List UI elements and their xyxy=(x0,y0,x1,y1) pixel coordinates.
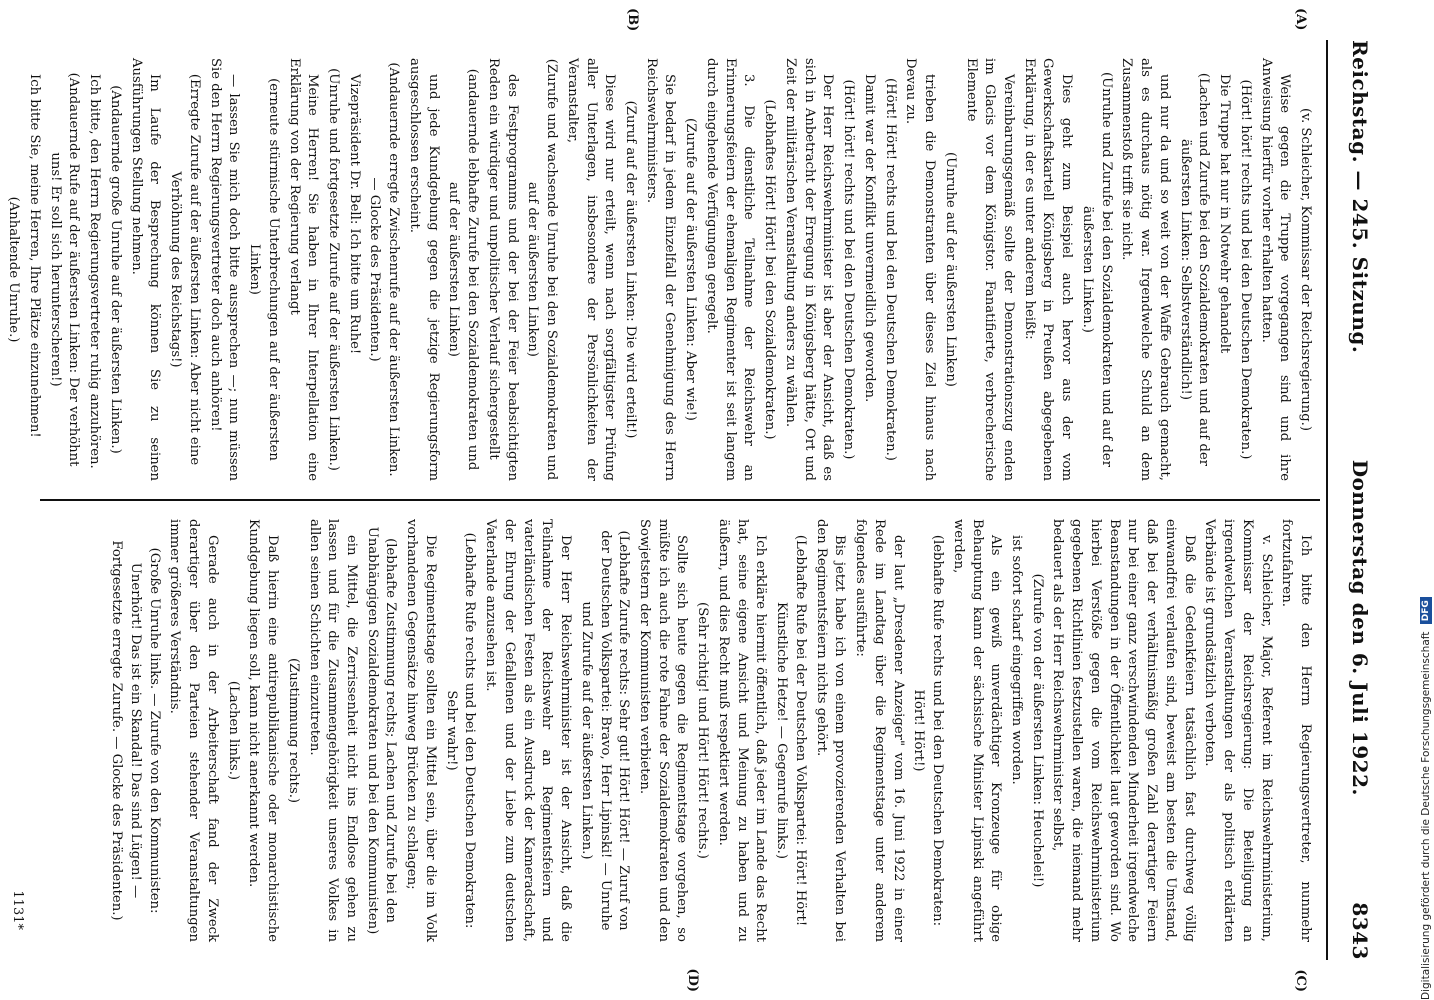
page-number: 8343 xyxy=(1348,902,1372,960)
left-column-paragraph: (Zurufe und wachsende Unruhe bei den Sozialdemokraten und auf der äußersten Linken) xyxy=(525,58,560,481)
dfg-logo: DFG xyxy=(1420,597,1432,624)
left-column-paragraph: (Lebhaftes Hört! Hört! bei den Sozialdemokraten.) xyxy=(762,99,778,440)
left-column-paragraph: des Festprogramms und der bei der Feier beabsichtigten Reden ein würdiger und unpolitischer Verlauf sichergestellt xyxy=(485,58,520,481)
right-column-paragraph: Die Regimentstage sollten ein Mittel sein, über die im Volk vorhandenen Gegensätze hinweg Brücken zu schlagen; xyxy=(404,519,438,942)
left-column-paragraph: (Andauernde erregte Zwischenrufe auf der äußersten Linken. — Glocke des Präsidenten.) xyxy=(367,62,402,477)
right-column-paragraph: (Sehr richtig! und Hört! Hört! rechts.) xyxy=(695,602,711,859)
left-column-paragraph: (Unruhe und Zurufe bei den Sozialdemokraten und auf der äußersten Linken.) xyxy=(1079,71,1114,468)
left-column-paragraph: Damit war der Konflikt unvermeidlich geworden. xyxy=(861,74,877,403)
left-column-paragraph: Die Truppe hat nur in Notwehr gehandelt xyxy=(1217,74,1233,354)
left-column-paragraph: Weise gegen die Truppe vorgegangen sind und ihre Anweisung hierfür vorher erhalten hatten. xyxy=(1258,58,1293,481)
right-column-paragraph: (Lebhafte Zurufe rechts: Sehr gut! Hört! Hört! — Zuruf von der Deutschen Volkspartei: Bravo, Herr Lipinski! — Unruhe und Zurufe auf der äußersten Linken.) xyxy=(578,530,632,931)
left-column-paragraph: Vereinbarungsgemäß sollte der Demonstrationszug enden im Glacis vor dem Königstor. Fanatifierte, verbrecherische Elemente xyxy=(963,58,1016,481)
left-column-paragraph: Diese wird nur erteilt, wenn nach sorgfältigster Prüfung aller Unterlagen, insbesondere der Persönlichkeiten der Veranstalter, xyxy=(564,58,618,481)
left-column-paragraph: (Erregte Zurufe auf der äußersten Linken: Aber nicht eine Verhöhnung des Reichstags!) xyxy=(168,73,202,466)
left-column-paragraph: (Zurufe auf der äußersten Linken: Aber wie!) xyxy=(683,118,699,421)
left-column-paragraph: (Hört! hört! rechts und bei den Deutschen Demokraten.) xyxy=(1237,79,1253,460)
margin-mark-b: (B) xyxy=(625,8,640,32)
digitization-text: Digitalisierung gefördert durch die Deutsche Forschungsgemeinschaft xyxy=(1420,631,1432,1000)
right-column-paragraph: (lebhafte Zustimmung rechts; Lachen und Zurufe bei den Unabhängigen Sozialdemokraten und bei den Kommunisten) xyxy=(364,526,399,935)
left-column-paragraph: (Hört! Hört! rechts und bei den Deutschen Demokraten.) xyxy=(882,78,898,461)
left-column-paragraph: (Unruhe auf der äußersten Linken) xyxy=(942,152,958,387)
right-column-paragraph: (Lebhafte Rufe rechts und bei den Deutschen Demokraten: Sehr wahr!) xyxy=(443,532,478,929)
right-column-paragraph: (Große Unruhe links. — Zurufe von den Kommunisten: Unerhört! Das ist ein Skandal! Das sind Lügen! — Fortgesetzte erregte Zurufe. — Glocke des Präsidenten.) xyxy=(109,540,162,921)
footer-signature: 1131* xyxy=(10,890,25,930)
left-column-paragraph: Der Herr Reichswehrminister ist aber der Ansicht, daß es sich in Anbetracht der Erregung in Königsberg hätte, Ort und Zeit der militärischen Veranstaltung anders zu wählen. xyxy=(782,58,836,481)
right-column-paragraph: Ich erkläre hiermit öffentlich, daß jeder im Lande das Recht hat, seine eigene Ansicht und Meinung zu haben und zu äußern, und dies Recht muß respektiert werden. xyxy=(715,519,769,942)
right-column-paragraph: ein Mittel, die Zerrissenheit nicht ins Endlose gehen zu lassen und für die Zusammengehörigkeit unseres Volkes in allen seinen Schichten einzutreten. xyxy=(306,519,360,942)
right-column-paragraph: Daß die Gedenkfeiern tatsächlich fast durchweg völlig einwandfrei verlaufen sind, beweist am besten die Umstand, daß bei der verhältnismäßig großen Zahl derartiger Feiern nur bei einer ganz verschwindenden Minderheit irgendwelche Beanstandungen in der Öffentlichkeit laut geworden sind. Wo hierbei Verstöße gegen die vom Reichswehrministerium gegebenen Richtlinien festzustellen waren, die niemand mehr bedauert als der Herr Reichswehrminister selbst, xyxy=(1050,519,1197,942)
right-column-paragraph: Ich bitte den Herrn Regierungsvertreter, nunmehr fortzufahren. xyxy=(1279,519,1313,942)
right-column-paragraph: (lebhafte Rufe rechts und bei den Deutschen Demokraten: Hört! Hört!) xyxy=(911,534,946,927)
left-column-paragraph: (Andauernde große Unruhe auf der äußersten Linken.) xyxy=(107,85,123,454)
left-column-paragraph: und nur da und so weit von der Waffe Gebrauch gemacht, als es durchaus nötig war. Irgendwelche Schuld an dem Zusammenstoß trifft sie nicht. xyxy=(1119,58,1172,481)
left-column-paragraph: (andauernde lebhafte Zurufe bei den Sozialdemokraten und auf der äußersten Linken) xyxy=(446,68,481,471)
margin-mark-a: (A) xyxy=(1293,8,1308,31)
left-column-paragraph: (v. Schleicher, Kommissar der Reichsregierung.) xyxy=(1298,107,1313,432)
right-column-paragraph: (Zustimmung rechts.) xyxy=(285,657,301,804)
left-column-paragraph: Dies geht zum Beispiel auch hervor aus der vom Gewerkschaftskartell Königsberg in Preußen abgegebenen Erklärung, in der es unter anderem heißt: xyxy=(1021,58,1075,481)
left-column-paragraph: Ich bitte Sie, meine Herren, Ihre Plätze einzunehmen! xyxy=(27,74,42,438)
right-column-paragraph: Der Herr Reichswehrminister ist der Ansicht, daß die Teilnahme der Reichswehr an Regimentsfeiern und vaterländischen Festen als ein Ausdruck der Kameradschaft, der Ehrung der Gefallenen und der Liebe zum deutschen Vaterlande anzusehen ist. xyxy=(483,519,574,942)
left-column-paragraph: (Unruhe und fortgesetzte Zurufe auf der äußersten Linken.) xyxy=(326,68,342,471)
left-column-paragraph: Meine Herren! Sie haben in Ihrer Interpellation eine Erklärung von der Regierung verlangt xyxy=(286,58,321,481)
left-column-paragraph: Ich bitte, den Herrn Regierungsvertreter ruhig anzuhören. xyxy=(87,74,103,469)
right-column-paragraph: (Lachen links.) xyxy=(225,680,241,781)
left-column-paragraph: Vizepräsident Dr. Bell: Ich bitte um Ruhe! xyxy=(346,74,362,355)
left-column-paragraph: trieben die Demonstranten über dieses Ziel hinaus nach Devau zu. xyxy=(903,58,938,481)
right-column-paragraph: Als ein gewiß unverdächtiger Kronzeuge für obige Behauptung kann der sächsische Minister Lipinski angeführt werden, xyxy=(950,519,1004,942)
left-column-paragraph: und jede Kundgebung gegen die jetzige Regierungsform ausgeschlossen erscheint. xyxy=(406,58,441,481)
left-column-paragraph: 3. Die dienstliche Teilnahme der Reichswehr an Erinnerungsfeiern der ehemaligen Regimenter ist seit langem durch eingehende Verfügungen geregelt. xyxy=(703,58,757,481)
left-column-paragraph: (Lachen und Zurufe bei den Sozialdemokraten und auf der äußersten Linken: Selbstverständlich!) xyxy=(1177,72,1212,467)
left-column xyxy=(6,40,1320,501)
left-column-paragraph: (Anhaltende Unruhe.) xyxy=(6,196,22,343)
left-column-paragraph: (erneute stürmische Unterbrechungen auf der äußersten Linken) xyxy=(247,78,281,461)
digitization-note xyxy=(1420,10,1432,1000)
margin-mark-d: (D) xyxy=(685,968,700,992)
margin-mark-c: (C) xyxy=(1293,969,1308,992)
right-column-paragraph: ist sofort scharf eingegriffen worden. xyxy=(1008,535,1024,785)
header-left: Reichstag. — 245. Sitzung. xyxy=(1348,40,1372,354)
left-column-paragraph: Sie bedarf in jedem Einzelfall der Genehmigung des Herrn Reichswehrministers. xyxy=(643,58,678,481)
left-column-paragraph: Im Laufe der Besprechung können Sie zu seinen Ausführungen Stellung nehmen. xyxy=(128,58,163,481)
right-column-paragraph: der laut „Dresdener Anzeiger" vom 16. Juni 1922 in einer Rede im Landtag über die Regimentstage unter anderem folgendes ausführte: xyxy=(853,519,906,942)
left-column-paragraph: (Andauernde Rufe auf der äußersten Linken: Der verhöhnt uns! Er soll sich herunterscheren!) xyxy=(47,72,82,467)
right-column-paragraph: Gerade auch in der Arbeiterschaft fand der Zweck derartiger über den Parteien stehender Veranstaltungen immer größeres Verständnis. xyxy=(167,519,220,942)
left-column-paragraph: — lassen Sie mich doch bitte aussprechen —; nun müssen Sie den Herrn Regierungsvertreter doch auch anhören! xyxy=(207,58,242,481)
right-column-paragraph: (Lebhafte Rufe bei der Deutschen Volkspartei: Hört! Hört! Künstliche Hetze! — Gegenrufe links.) xyxy=(774,534,808,927)
right-column-paragraph: v. Schleicher, Major, Referent im Reichswehrministerium, Kommissar der Reichsregierung: Die Beteiligung an irgendwelchen Veranstaltungen der als politisch erklärten Verbände ist grundsätzlich verboten. xyxy=(1202,519,1274,942)
right-column-paragraph: Daß hierin eine antirepublikanische oder monarchistische Kundgebung liegen soll, kann nicht anerkannt werden. xyxy=(246,519,281,942)
right-column-paragraph: Sollte sich heute gegen die Regimentstage vorgehen, so müßte ich auch die rote Fahne der Sozialdemokraten und den Sowjetstern der Kommunisten verbieten. xyxy=(637,519,690,942)
left-column-paragraph: (Zuruf auf der äußersten Linken: Die wird erteilt!) xyxy=(623,100,639,439)
left-column-paragraph: (Hört! hört! rechts und bei den Deutschen Demokraten.) xyxy=(841,79,857,460)
right-column-paragraph: (Zurufe von der äußersten Linken: Heuchelei!) xyxy=(1029,573,1045,888)
header-date: Donnerstag den 6. Juli 1922. xyxy=(1348,459,1372,796)
right-column-paragraph: Bis jetzt habe ich von einem provozierenden Verhalten bei den Regimentsfeiern nichts gehört. xyxy=(813,519,848,942)
page-header xyxy=(1326,40,1372,960)
right-column xyxy=(40,501,1320,960)
